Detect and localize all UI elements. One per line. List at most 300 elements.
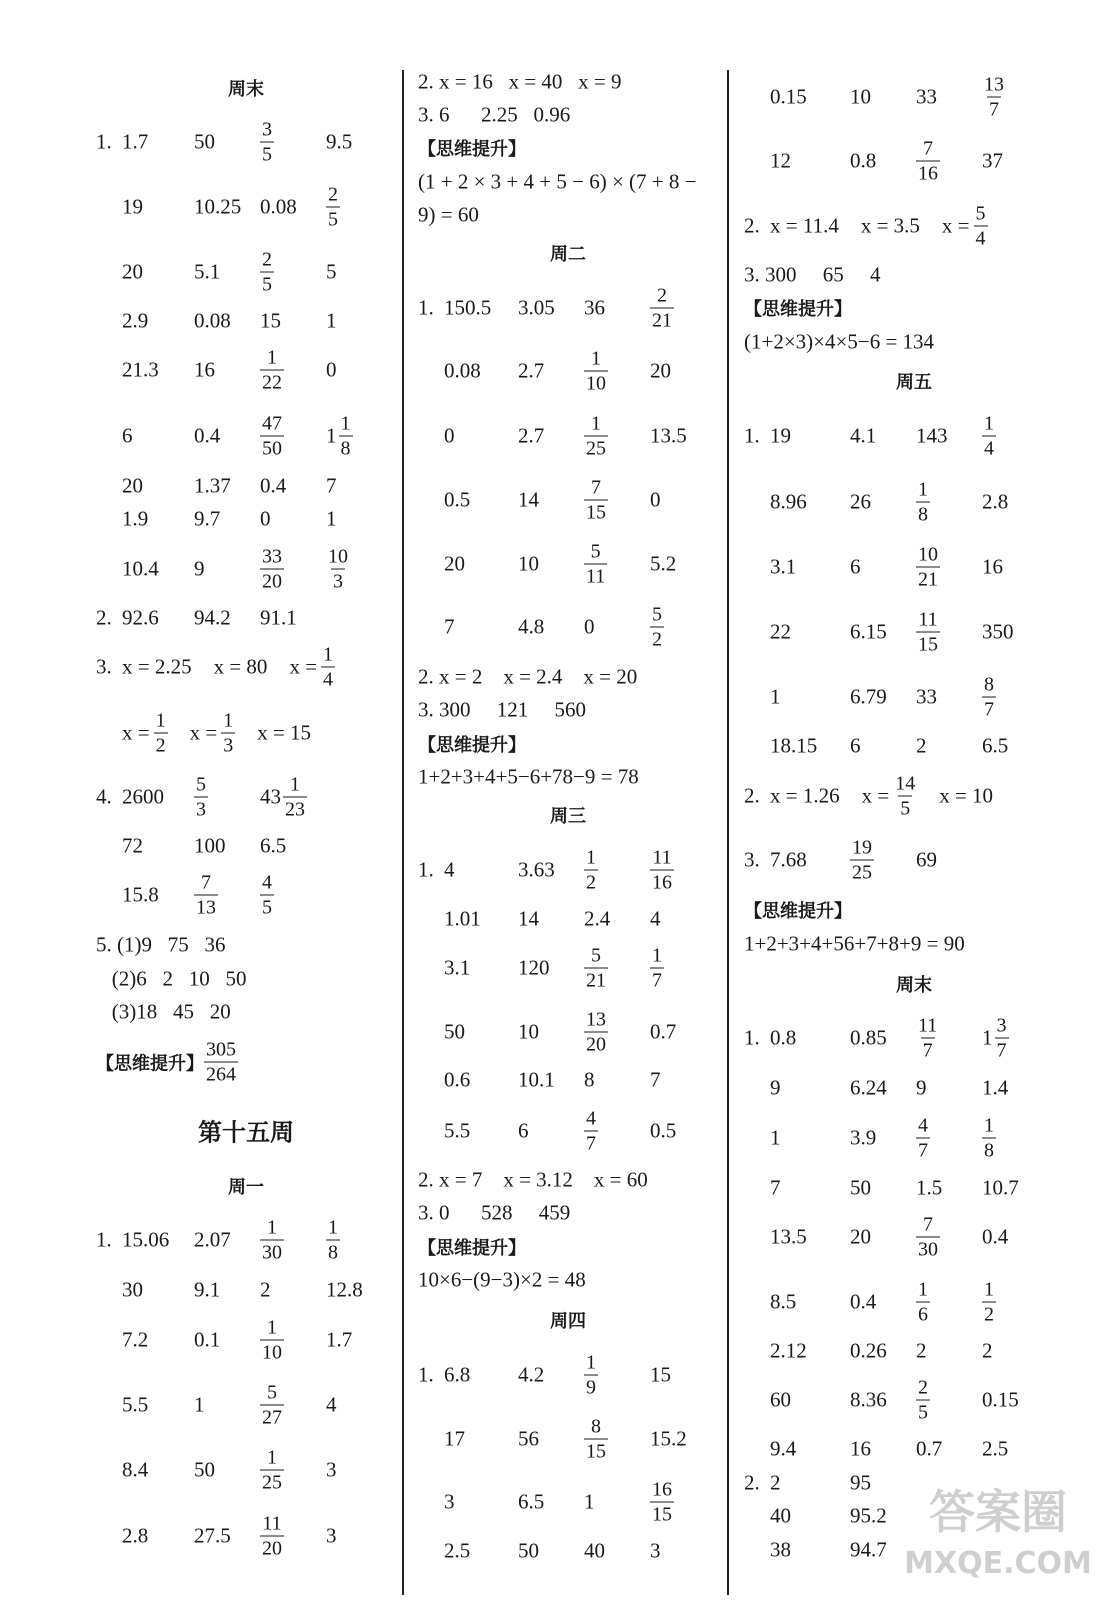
answer-row [418,478,718,523]
answer-row [744,1378,1084,1423]
answer-cell [770,490,850,515]
answer-value: 8.4 [122,1457,149,1482]
answer-line: 5. (1)9 75 36 [96,932,226,957]
answer-line: 10×6−(9−3)×2 = 48 [418,1267,586,1292]
answer-cell [982,1225,1042,1250]
answer-value: 4 [444,857,455,882]
answer-line: 3. 6 2.25 0.96 [418,102,571,127]
fraction-numerator: 5 [590,540,601,563]
answer-cell [326,414,386,459]
answer-row [418,1417,718,1462]
fraction [326,547,350,592]
answer-cell [518,1363,584,1388]
fraction-numerator: 5 [267,1381,277,1404]
fraction-denominator: 7 [922,1039,933,1062]
answer-cell [444,1490,518,1515]
answer-row [744,1076,1084,1101]
fraction-numerator: 3 [996,1014,1007,1037]
answer-cell [770,734,850,759]
answer-row [418,1480,718,1525]
answer-value: 1 [770,684,781,709]
answer-value: 33 [916,84,937,109]
answer-cell [326,1524,386,1549]
answer-row [96,348,396,393]
fraction-denominator: 7 [989,98,999,121]
answer-cell [584,1539,650,1564]
answer-cell [850,1538,916,1563]
answer-value: 9.4 [770,1436,797,1461]
fraction-numerator: 1 [984,412,994,435]
answer-cell [122,130,194,155]
answer-value: 10.7 [982,1175,1019,1200]
answer-cell [518,907,584,932]
answer-cell [770,620,850,645]
fraction [260,1448,284,1493]
answer-cell [982,1437,1042,1462]
answer-row [744,75,1084,120]
answer-cell [194,1393,260,1418]
fraction-numerator: 13 [984,73,1004,96]
answer-row [744,734,1084,759]
fraction [650,605,664,650]
answer-cell [260,775,326,820]
equation-cell [190,711,236,756]
answer-row [744,414,1084,459]
answer-cell [194,1524,260,1549]
answer-cell [122,1458,194,1483]
answer-cell [194,557,260,582]
answer-cell [982,75,1042,120]
answer-row [418,349,718,394]
answer-row [418,286,718,331]
answer-cell [850,555,916,580]
fraction-numerator: 4 [586,1107,596,1130]
answer-cell [850,490,916,515]
fraction-numerator: 1 [340,412,351,435]
answer-cell [194,309,260,334]
answer-cell [770,1339,850,1364]
answer-cell [584,946,650,991]
answer-value: 2.4 [584,906,611,931]
fraction-denominator: 15 [652,1503,672,1526]
answer-cell [584,1068,650,1093]
answer-value: 10.1 [518,1067,555,1092]
answer-cell [260,1278,326,1303]
answer-value: 3 [650,1538,661,1563]
answer-cell [444,1068,518,1093]
answer-cell [850,1437,916,1462]
answer-cell [260,873,326,918]
answer-row [96,1218,396,1263]
answer-value: 1.37 [194,473,231,498]
answer-line: (1 + 2 × 3 + 4 + 5 − 6) × (7 + 8 − [418,169,697,194]
answer-value: 0.7 [916,1436,943,1461]
equation-lhs: x = [122,720,150,745]
fraction-denominator: 7 [586,1132,596,1155]
answer-cell [122,195,194,220]
answer-value: 2.12 [770,1338,807,1363]
thinking-label: 【思维提升】 [744,299,852,320]
fraction-denominator: 10 [586,372,606,395]
question-number: 1. [418,1362,434,1387]
answer-cell [650,488,710,513]
equation-cell [122,711,168,756]
fraction-numerator: 305 [206,1038,236,1061]
answer-cell [850,85,916,110]
answer-value: 17 [444,1426,465,1451]
fraction-denominator: 15 [918,633,938,656]
answer-cell [194,195,260,220]
answer-cell [122,358,194,383]
answer-cell [770,1076,850,1101]
fraction-denominator: 264 [206,1063,236,1086]
answer-cell [916,1339,982,1364]
answer-value: 2 [982,1338,993,1363]
fraction [650,286,674,331]
answer-cell [916,1437,982,1462]
answer-value: 7 [650,1067,661,1092]
answer-cell [850,734,916,759]
thinking-label: 【思维提升】 [744,901,852,922]
fraction-denominator: 15 [586,501,606,524]
answer-value: 2.07 [194,1227,231,1252]
answer-value: 0.6 [444,1067,471,1092]
fraction-numerator: 7 [201,871,211,894]
fraction [584,848,598,893]
answer-value: 0.4 [982,1224,1009,1249]
fraction-numerator: 8 [591,1415,601,1438]
answer-cell [770,1538,850,1563]
fraction-numerator: 1 [591,412,601,435]
answer-cell [982,1176,1042,1201]
answer-cell [326,1328,386,1353]
answer-value: 50 [850,1175,871,1200]
answer-value: 4.2 [518,1362,545,1387]
fraction [982,414,996,459]
answer-value: 2.8 [982,489,1009,514]
equation-text: x = 2.25 [122,654,192,679]
answer-cell [518,359,584,384]
fraction-numerator: 33 [262,545,282,568]
answer-value: 15.06 [122,1227,170,1252]
answer-cell [518,1490,584,1515]
answer-line: 3. 0 528 459 [418,1200,571,1225]
answer-cell [444,1539,518,1564]
answer-row [96,775,396,820]
equation-cell [939,784,993,809]
answer-value: 15.8 [122,882,159,907]
answer-value: 0.26 [850,1338,887,1363]
answer-cell [260,474,326,499]
answer-value: 0.8 [850,148,877,173]
equation-cell [862,774,918,819]
answer-value: 6 [122,423,133,448]
fraction [584,349,608,394]
fraction [194,775,208,820]
fraction-numerator: 10 [918,543,938,566]
answer-value: 3 [326,1457,337,1482]
answer-cell [444,552,518,577]
answer-cell [260,195,326,220]
fraction-denominator: 21 [586,969,606,992]
answer-cell [260,414,326,459]
answer-cell [770,685,850,710]
answer-cell [584,478,650,523]
answer-cell [982,675,1042,720]
question-number: 1. [418,295,434,320]
answer-value: 38 [770,1537,791,1562]
fraction [260,120,274,165]
answer-cell [650,907,710,932]
answer-value: 6 [850,733,861,758]
answer-cell [518,1427,584,1452]
answer-row [744,1016,1084,1061]
fraction-numerator: 5 [652,603,662,626]
answer-row [744,610,1084,655]
fraction-numerator: 2 [262,248,272,271]
fraction [982,675,996,720]
answer-cell [850,424,916,449]
answer-value: 6.5 [982,733,1009,758]
answer-row [96,120,396,165]
answer-cell [260,348,326,393]
answer-value: 1.01 [444,906,481,931]
answer-row [418,542,718,587]
answer-line: 1+2+3+4+56+7+8+9 = 90 [744,931,965,956]
answer-value: 22 [770,619,791,644]
answer-value: 0.7 [650,1019,677,1044]
answer-row [744,838,1084,883]
answer-value: 2 [916,733,927,758]
answer-value: 40 [770,1503,791,1528]
answer-value: 16 [194,357,215,382]
answer-cell [770,424,850,449]
fraction-denominator: 16 [652,871,672,894]
fraction [321,645,335,690]
mixed-number [982,1016,1009,1061]
answer-value: 0.15 [770,84,807,109]
answer-cell [916,734,982,759]
answer-cell [584,414,650,459]
answer-cell [916,1176,982,1201]
fraction [974,204,988,249]
answer-cell [260,1218,326,1263]
fraction-numerator: 3 [262,118,272,141]
answer-cell [584,542,650,587]
answer-value: 20 [444,551,465,576]
answer-cell [916,139,982,184]
fraction-denominator: 4 [975,227,986,250]
answer-cell [444,1427,518,1452]
answer-value: 0.5 [444,487,471,512]
answer-value: 10.25 [194,194,242,219]
answer-cell [770,1388,850,1413]
fraction [260,414,284,459]
question-number: 1. [744,423,760,448]
answer-cell [194,1458,260,1483]
fraction-denominator: 50 [262,437,282,460]
answer-cell [122,474,194,499]
answer-cell [518,1539,584,1564]
answer-cell [770,149,850,174]
answer-cell [982,149,1042,174]
fraction-denominator: 8 [328,1241,338,1264]
answer-cell [194,1228,260,1253]
fraction-numerator: 14 [895,772,916,795]
answer-row [96,1514,396,1559]
answer-cell [650,1068,710,1093]
fraction-numerator: 4 [918,1114,928,1137]
answer-cell [982,734,1042,759]
answer-row [418,1353,718,1398]
answer-value: 69 [916,847,937,872]
answer-cell [444,1363,518,1388]
answer-cell [326,1278,386,1303]
answer-cell [584,907,650,932]
answer-cell [122,1228,194,1253]
answer-cell [916,85,982,110]
fraction [916,1378,930,1423]
answer-row [418,1068,718,1093]
answer-value: 150.5 [444,295,492,320]
question-number: 2. [744,783,760,808]
fraction-numerator: 1 [586,1351,596,1374]
answer-value: 6.79 [850,684,887,709]
fraction [893,774,917,819]
answer-column-left [96,0,396,1600]
answer-value: 10 [518,1019,539,1044]
fraction-numerator: 1 [223,709,234,732]
answer-cell [770,1290,850,1315]
fraction-numerator: 1 [290,773,300,796]
answer-cell [650,1119,710,1144]
answer-value: 4 [650,906,661,931]
answer-value: 100 [194,833,226,858]
thinking-answer-row [96,1040,396,1085]
answer-cell [518,1068,584,1093]
thinking-label: 【思维提升】 [418,1238,526,1259]
answer-value: 1 [770,1125,781,1150]
fraction-denominator: 27 [262,1406,282,1429]
answer-row [96,606,396,631]
fraction-denominator: 21 [652,309,672,332]
answer-value: 27.5 [194,1523,231,1548]
answer-value: 0.08 [444,358,481,383]
fraction-denominator: 7 [652,969,662,992]
fraction-denominator: 5 [262,896,272,919]
answer-value: 26 [850,489,871,514]
answer-value: 7.2 [122,1327,149,1352]
answer-cell [850,1388,916,1413]
answer-value: 16 [982,554,1003,579]
fraction-numerator: 19 [852,836,872,859]
answer-cell [916,610,982,655]
answer-value: 9 [194,556,205,581]
answer-value: 4.1 [850,423,877,448]
answer-cell [982,1339,1042,1364]
answer-cell [326,1393,386,1418]
fraction [584,1010,608,1055]
answer-value: 4.8 [518,614,545,639]
answer-cell [194,424,260,449]
answer-value: 5.5 [444,1118,471,1143]
answer-value: 50 [194,129,215,154]
answer-value: 5.1 [194,259,221,284]
week-title: 第十五周 [198,1117,294,1147]
answer-value: 12 [770,148,791,173]
equation-row [96,645,396,690]
question-number: 1. [744,1025,760,1050]
fraction-numerator: 7 [923,1213,933,1236]
answer-value: 40 [584,1538,605,1563]
answer-cell [850,1290,916,1315]
answer-cell [584,349,650,394]
watermark-url: MXQE.COM [904,1546,1092,1581]
answer-row [96,1318,396,1363]
answer-cell [444,488,518,513]
fraction-denominator: 30 [262,1241,282,1264]
answer-value: 1 [194,1392,205,1417]
fraction-denominator: 2 [586,871,596,894]
answer-line: (2)6 2 10 50 [96,966,247,991]
fraction-denominator: 10 [262,1341,282,1364]
answer-cell [982,1076,1042,1101]
answer-row [744,1215,1084,1260]
fraction-numerator: 16 [652,1478,672,1501]
answer-row [96,1383,396,1428]
answer-value: 0 [650,487,661,512]
section-heading: 周三 [550,806,586,827]
answer-cell [650,424,710,449]
answer-value: 8.96 [770,489,807,514]
answer-row [96,547,396,592]
answer-value: 12.8 [326,1277,363,1302]
answer-cell [850,1471,916,1496]
answer-line: 9) = 60 [418,202,479,227]
answer-cell [584,1010,650,1055]
fraction [260,1514,284,1559]
fraction-numerator: 1 [591,347,601,370]
watermark-title: 答案圈 [929,1485,1067,1539]
answer-value: 143 [916,423,948,448]
answer-cell [770,555,850,580]
answer-cell [518,424,584,449]
answer-cell [326,1218,386,1263]
answer-value: 1 [326,506,337,531]
mixed-number [326,414,353,459]
answer-cell [444,424,518,449]
answer-value: 0.1 [194,1327,221,1352]
answer-value: 8.36 [850,1387,887,1412]
answer-cell [518,488,584,513]
section-heading: 周一 [228,1177,264,1198]
answer-cell [982,555,1042,580]
fraction-denominator: 7 [918,1139,928,1162]
answer-value: 0 [326,357,337,382]
fraction-denominator: 5 [918,1401,928,1424]
fraction-denominator: 25 [262,1471,282,1494]
answer-cell [650,848,710,893]
answer-cell [518,552,584,577]
answer-value: 20 [650,358,671,383]
fraction [584,478,608,523]
answer-value: 350 [982,619,1014,644]
fraction [650,1480,674,1525]
fraction-numerator: 2 [918,1376,928,1399]
equation-cell [770,784,840,809]
answer-cell [518,956,584,981]
answer-cell [194,507,260,532]
